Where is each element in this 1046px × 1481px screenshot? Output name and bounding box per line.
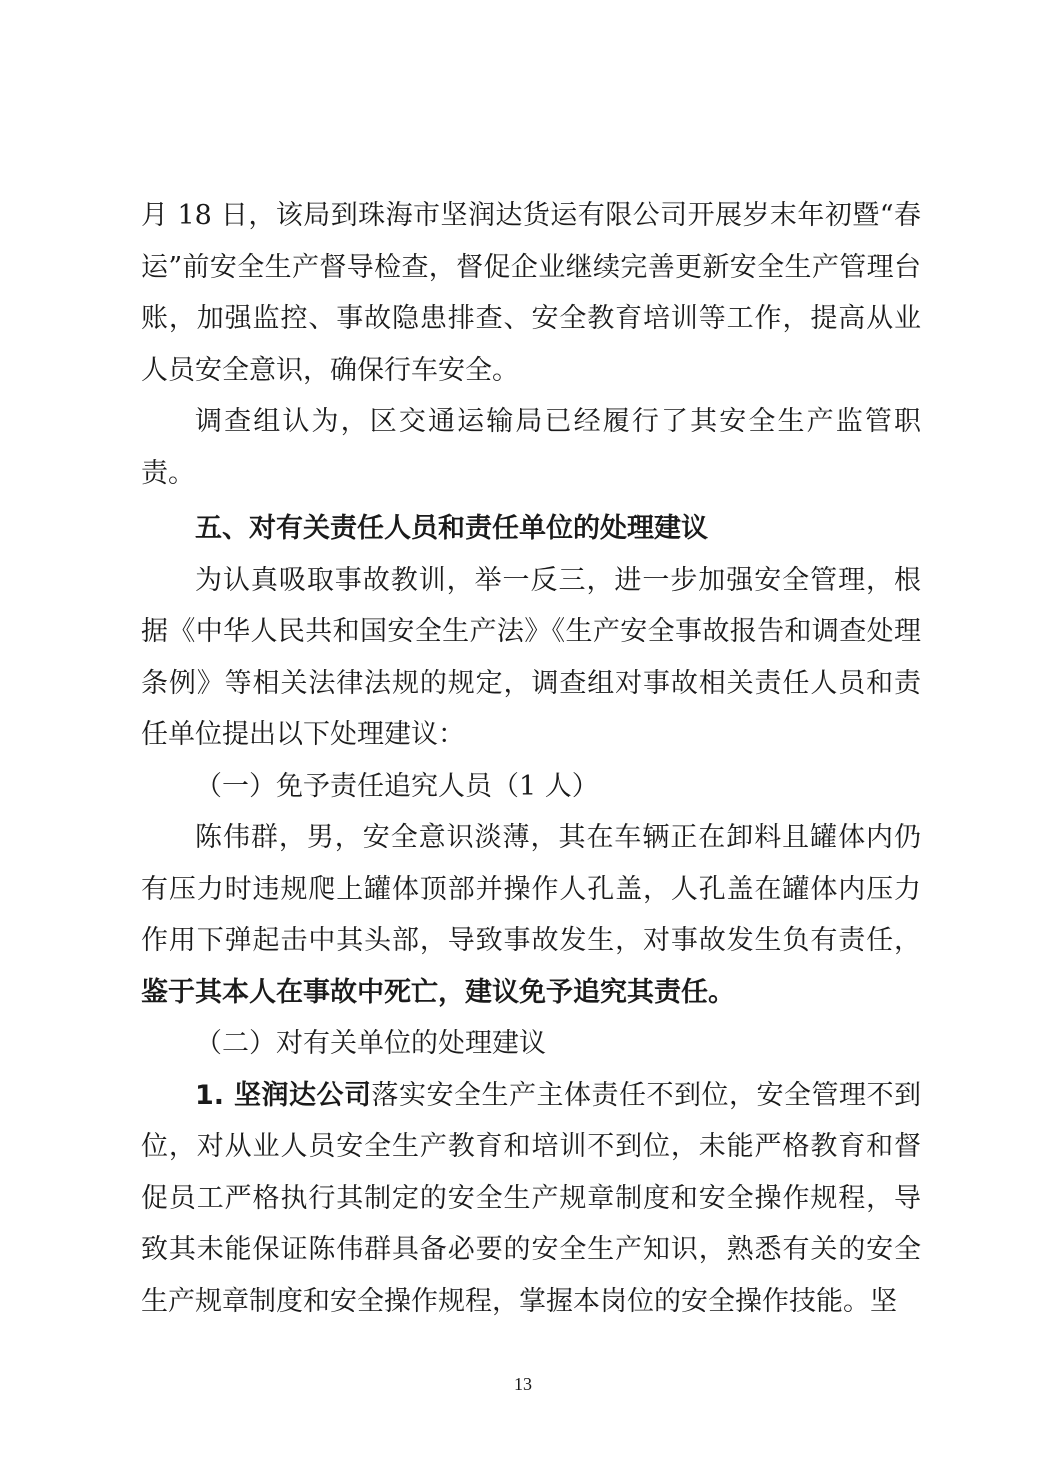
paragraph-jianrunda	[141, 1070, 921, 1328]
section-heading-5: 五、对有关责任人员和责任单位的处理建议	[195, 513, 708, 544]
chen-weiqun-exemption-bold: 鉴于其本人在事故中死亡，建议免予追究其责任。	[141, 976, 735, 1008]
document-body	[141, 190, 921, 1327]
page-number: 13	[514, 1374, 532, 1394]
subheading-units: （二）对有关单位的处理建议	[195, 1028, 546, 1059]
paragraph-inspection: 月 18 日，该局到珠海市坚润达货运有限公司开展岁末年初暨“春运”前安全生产督导检查，督促企业继续完善更新安全生产管理台账，加强监控、事故隐患排查、安全教育培训等工作，提高从业人员安全意识，确保行车安全。	[141, 200, 921, 386]
jianrunda-text: 落实安全生产主体责任不到位，安全管理不到位，对从业人员安全生产教育和培训不到位，未能严格教育和督促员工严格执行其制定的安全生产规章制度和安全操作规程，导致其未能保证陈伟群具备必要的安全生产知识，熟悉有关的安全生产规章制度和安全操作规程，掌握本岗位的安全操作技能。坚	[141, 1079, 922, 1317]
jianrunda-label-bold: 1. 坚润达公司	[195, 1079, 372, 1111]
paragraph-chen-weiqun	[141, 812, 921, 1018]
subheading-exempt-persons: （一）免予责任追究人员（1 人）	[195, 770, 599, 802]
paragraph-legal-basis: 为认真吸取事故教训，举一反三，进一步加强安全管理，根据《中华人民共和国安全生产法》《生产安全事故报告和调查处理条例》等相关法律法规的规定，调查组对事故相关责任人员和责任单位提出以下处理建议：	[141, 564, 921, 750]
paragraph-conclusion: 调查组认为，区交通运输局已经履行了其安全生产监管职责。	[141, 406, 921, 489]
chen-weiqun-text: 陈伟群，男，安全意识淡薄，其在车辆正在卸料且罐体内仍有压力时违规爬上罐体顶部并操作人孔盖，人孔盖在罐体内压力作用下弹起击中其头部，导致事故发生，对事故发生负有责任，	[141, 822, 921, 956]
